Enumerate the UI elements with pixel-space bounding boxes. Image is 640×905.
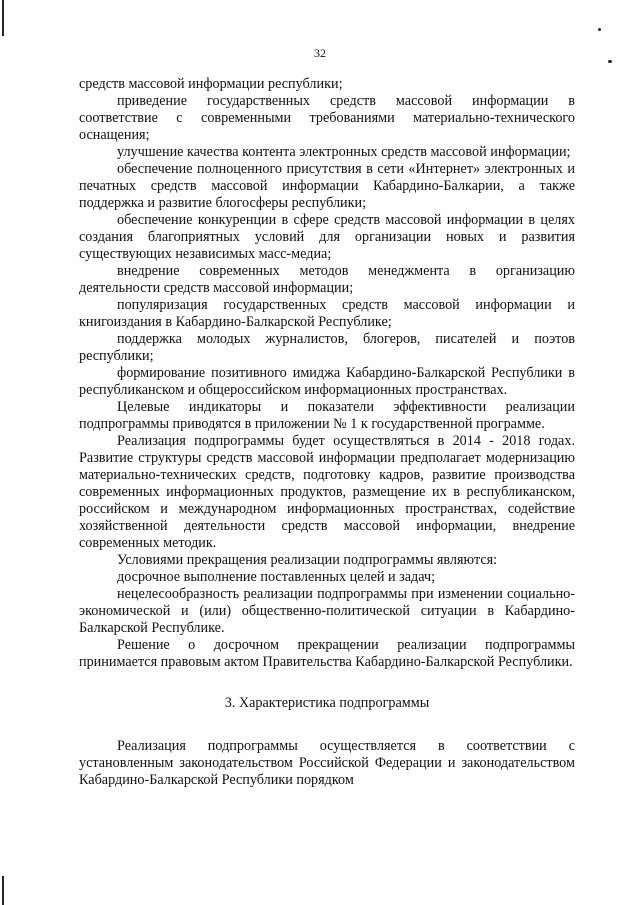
paragraph: нецелесообразность реализации подпрограммы при изменении социально-экономической и (или) общественно-политической ситуации в Кабардино-Балкарской Республике. — [79, 586, 575, 636]
paragraph: Решение о досрочном прекращении реализации подпрограммы принимается правовым актом Правительства Кабардино-Балкарской Республики. — [79, 637, 575, 670]
paragraph: досрочное выполнение поставленных целей и задач; — [117, 569, 436, 585]
paragraphs-before-heading — [79, 76, 575, 671]
paragraph: Целевые индикаторы и показатели эффективности реализации подпрограммы приводятся в приложении № 1 к государственной программе. — [79, 399, 575, 432]
paragraph: улучшение качества контента электронных средств массовой информации; — [117, 144, 571, 160]
scan-dot-top-right — [598, 28, 601, 31]
paragraph: средств массовой информации республики; — [79, 76, 343, 92]
paragraph: приведение государственных средств массовой информации в соответствие с современными требованиями материально-технического оснащения; — [79, 93, 575, 143]
paragraph: внедрение современных методов менеджмента в организацию деятельности средств массовой информации; — [79, 263, 575, 296]
paragraph: популяризация государственных средств массовой информации и книгоиздания в Кабардино-Балкарской Республике; — [79, 297, 575, 330]
paragraph: формирование позитивного имиджа Кабардино-Балкарской Республики в республиканском и общероссийском информационных пространствах. — [79, 365, 575, 398]
paragraph: Условиями прекращения реализации подпрограммы являются: — [117, 552, 498, 568]
scan-mark-bottom-left — [2, 876, 4, 905]
paragraph: обеспечение полноценного присутствия в сети «Интернет» электронных и печатных средств массовой информации Кабардино-Балкарии, а также поддержка и развитие блогосферы республики; — [79, 161, 575, 211]
page-number: 32 — [314, 46, 326, 60]
paragraphs-after-heading — [79, 738, 575, 789]
scan-mark-top-left — [2, 0, 4, 36]
paragraph: Реализация подпрограммы будет осуществляться в 2014 - 2018 годах. Развитие структуры средств массовой информации предполагает модернизацию материально-технических средств, подготовку кадров, развитие производства современных информационных продуктов, размещение их в республиканском, российском и международном информационных пространствах, содействие хозяйственной деятельности средств массовой информации, внедрение современных методик. — [79, 433, 575, 551]
paragraph: поддержка молодых журналистов, блогеров, писателей и поэтов республики; — [79, 331, 575, 364]
document-body — [79, 76, 575, 789]
section-heading: 3. Характеристика подпрограммы — [224, 695, 430, 711]
paragraph: обеспечение конкуренции в сфере средств массовой информации в целях создания благоприятных условий для организации новых и развития существующих независимых масс-медиа; — [79, 212, 575, 262]
paragraph: Реализация подпрограммы осуществляется в соответствии с установленным законодательством Российской Федерации и законодательством Кабардино-Балкарской Республики порядком — [79, 738, 575, 788]
